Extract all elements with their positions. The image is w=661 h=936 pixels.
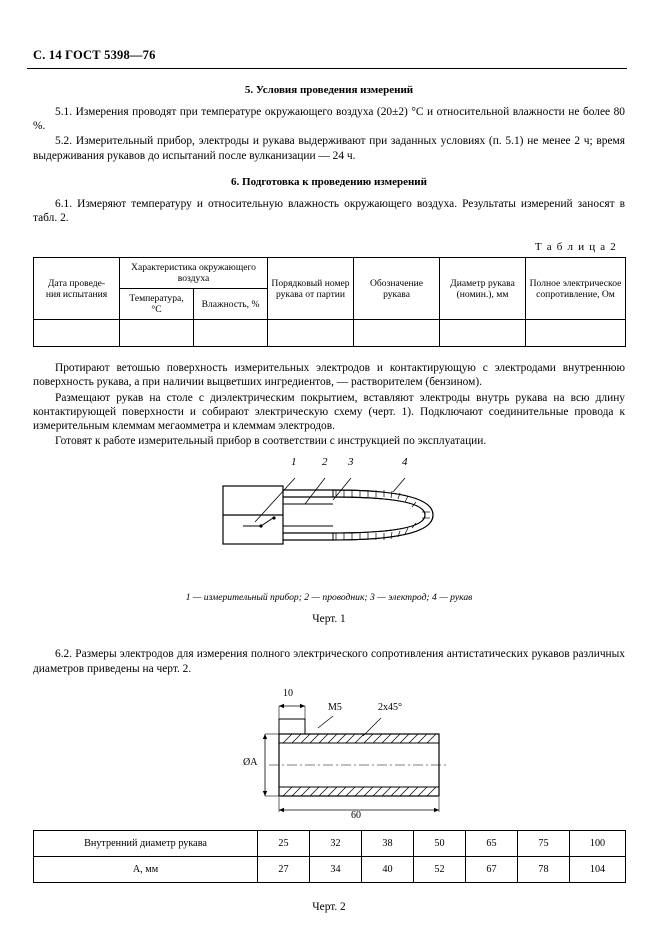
page-header (33, 48, 156, 63)
table-row (34, 258, 626, 289)
figure-1-callout-4: 4 (402, 456, 408, 469)
cell-value: 65 (466, 830, 518, 856)
cell-value: 27 (258, 856, 310, 882)
table-row (34, 856, 626, 882)
figure-1-legend: 1 — измерительный прибор; 2 — проводник; 3 — электрод; 4 — рукав (185, 592, 473, 604)
paragraph-5-2: 5.2. Измерительный прибор, электроды и рукава выдерживают при заданных условиях (п. 5.1) не менее 2 ч; время выдерживания рукавов до испытаний после вулканизации — 24 ч. (33, 135, 625, 162)
cell-value: 32 (310, 830, 362, 856)
figure-1-caption: Черт. 1 (312, 613, 346, 626)
cell-value: 38 (362, 830, 414, 856)
figure-2-dim-top: 10 (283, 687, 293, 699)
table-2 (33, 257, 626, 347)
cell-empty (526, 320, 626, 347)
table2-label: Т а б л и ц а 2 (534, 241, 617, 254)
figure-2-chamfer-label: 2х45° (378, 701, 402, 713)
cell-empty (354, 320, 440, 347)
standard-number: ГОСТ 5398—76 (65, 48, 156, 62)
figure-1-callout-3: 3 (348, 456, 354, 469)
th-designation: Обозначение рукава (354, 258, 440, 320)
paragraph-prepare: Готовят к работе измерительный прибор в соответствии с инструкцией по эксплуатации. (55, 435, 487, 448)
cell-empty (194, 320, 268, 347)
th-diameter: Диаметр рукава (номин.), мм (440, 258, 526, 320)
cell-value: 50 (414, 830, 466, 856)
paragraph-wipe: Протирают ветошью поверхность измерительных электродов и контактирующую с электродами внутреннюю поверхность рукава, а при наличии выцветших ингредиентов, — растворителем (бензином). (33, 362, 625, 389)
cell-value: 100 (570, 830, 626, 856)
cell-value: 75 (518, 830, 570, 856)
figure-1 (33, 456, 625, 586)
paragraph-6-2: 6.2. Размеры электродов для измерения полного электрического сопротивления антистатических рукавов различных диаметров приведены на черт. 2. (33, 648, 625, 675)
cell-value: 67 (466, 856, 518, 882)
paragraph-5-1: 5.1. Измерения проводят при температуре окружающего воздуха (20±2) °С и относительной влажности не более 80 %. (33, 106, 625, 133)
section-title-6: 6. Подготовка к проведению измерений (231, 175, 427, 188)
table-row (34, 830, 626, 856)
cell-empty (268, 320, 354, 347)
th-temperature: Температура, °С (120, 289, 194, 320)
table-row (34, 320, 626, 347)
figure-2-caption: Черт. 2 (312, 900, 346, 913)
cell-value: 40 (362, 856, 414, 882)
page-content (33, 84, 625, 913)
th-air-group: Характеристика окружающего воздуха (120, 258, 268, 289)
th-order-number: Порядковый номер рукава от партии (268, 258, 354, 320)
page-number: С. 14 (33, 48, 62, 62)
figure-1-callout-2: 2 (322, 456, 328, 469)
row-label-a-mm: А, мм (34, 856, 258, 882)
th-date-text: Дата проведе- ния испытания (45, 277, 108, 300)
cell-value: 25 (258, 830, 310, 856)
cell-value: 34 (310, 856, 362, 882)
cell-value: 104 (570, 856, 626, 882)
figure-2 (33, 684, 625, 824)
cell-empty (440, 320, 526, 347)
header-rule (27, 68, 627, 69)
table-3 (33, 830, 626, 883)
paragraph-setup: Размещают рукав на столе с диэлектрическим покрытием, вставляют электроды внутрь рукава на всю длину контактирующей поверхности и собирают электрическую схему (черт. 1). Подключают соединительные провода к измерительным клеммам мегаомметра и клеммам электродов. (33, 391, 625, 433)
row-label-inner-diameter: Внутренний диаметр рукава (34, 830, 258, 856)
paragraph-6-1: 6.1. Измеряют температуру и относительную влажность окружающего воздуха. Результаты измерений заносят в табл. 2. (33, 197, 625, 225)
th-resistance: Полное электрическое сопротивление, Ом (526, 258, 626, 320)
cell-value: 52 (414, 856, 466, 882)
figure-2-thread-label: М5 (328, 701, 342, 713)
th-date (34, 258, 120, 320)
figure-1-drawing (33, 456, 625, 586)
th-humidity: Влажность, % (194, 289, 268, 320)
cell-value: 78 (518, 856, 570, 882)
section-title-5: 5. Условия проведения измерений (244, 84, 414, 96)
figure-2-dim-bottom: 60 (351, 809, 361, 821)
figure-2-dim-diameter: ØА (243, 756, 258, 768)
cell-empty (120, 320, 194, 347)
cell-empty (34, 320, 120, 347)
figure-1-callout-1: 1 (291, 456, 297, 469)
